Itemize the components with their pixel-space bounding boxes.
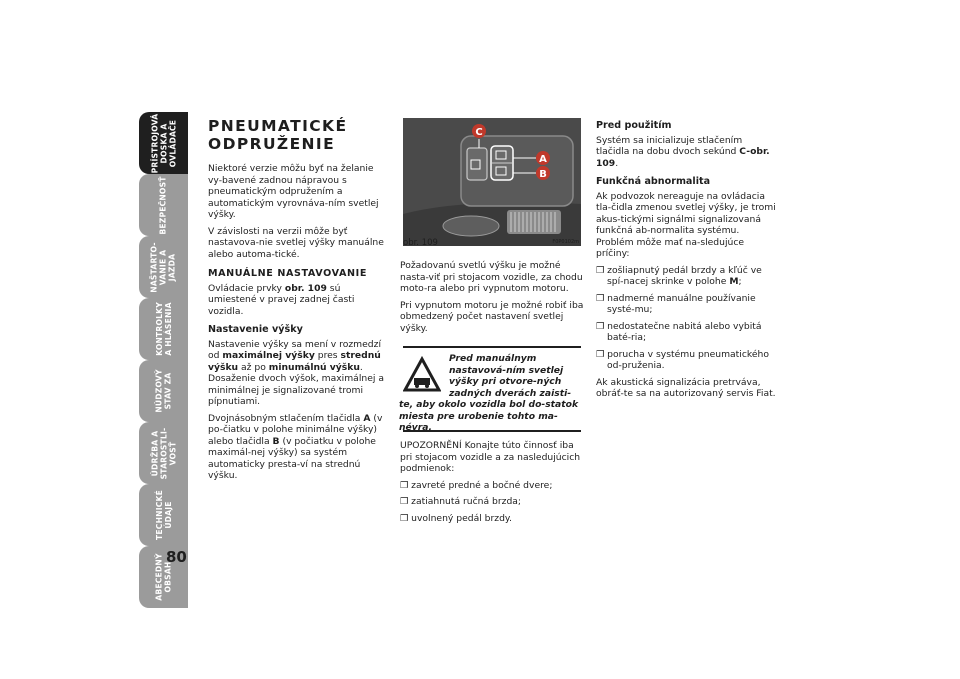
paragraph: Pri vypnutom motoru je možné robiť iba obmedzený počet nastavení svetlej výšky. (400, 299, 584, 334)
list-item: ❒ zatiahnutá ručná brzda; (400, 496, 522, 507)
label-c: C (475, 127, 483, 138)
divider-bottom (403, 430, 581, 432)
list-item: ❒ nedostatečne nabitá alebo vybitá baté-ria; (596, 320, 762, 343)
list-item: ❒ nadmerné manuálne používanie systé-mu; (596, 292, 756, 315)
subheading-pred: Pred použitím (596, 120, 672, 131)
paragraph: Ak akustická signalizácia pretrváva, obráť-te sa na autorizovaný servis Fiat. (596, 376, 776, 399)
list-item: ❒ uvolnený pedál brzdy. (400, 512, 512, 524)
warning-box (399, 353, 584, 434)
tab-label: NÚDZOVÝ STAV ZA (154, 369, 173, 413)
tab-kontrolky[interactable] (139, 298, 190, 360)
tab-bezpecnost[interactable] (139, 174, 190, 236)
paragraph: Dvojnásobným stlačením tlačidla A (v po-čiatku v polohe minimálne výšky) alebo tlačidla B (v počiatku v polohe maximál-nej výšky) sa systém automaticky presta-ví na strednú výšku. (208, 412, 383, 481)
column-right (596, 120, 776, 405)
paragraph: UPOZORNĚNÍ Konajte túto činnosť iba pri stojacom vozidle a za nasledujúcich podmienok: (400, 440, 581, 474)
figure-image (403, 118, 581, 246)
tab-label: ÚDRŽBA A STAROSTLI- VOSŤ (150, 427, 177, 479)
paragraph: V závislosti na verzii môže byť nastavova-nie svetlej výšky manuálne alebo automa-tické. (208, 225, 384, 260)
paragraph: Ovládacie prvky obr. 109 sú umiestené v pravej zadnej časti vozidla. (208, 282, 355, 317)
tab-label: PRÍSTROJOVÁ DOSKA A OVLÁDAČE (150, 113, 177, 173)
figure-number: obr. 109 (403, 238, 438, 248)
warning-icon (403, 356, 441, 394)
paragraph: Požadovanú svetlú výšku je možné nasta-viť pri stojacom vozidle, za chodu moto-ra alebo pri vypnutom motoru. (400, 260, 583, 294)
paragraph: Niektoré verzie môžu byť na želanie vy-bavené zadnou nápravou s pneumatickým odpružením a automatickým vyrovnáva-ním svetlej výšky. (208, 163, 379, 220)
figure-caption (403, 238, 581, 248)
warning-text: Pred manuálnym nastavová-ním svetlej výšky pri otvore-ných zadných dverách zaisti-te, aby okolo vozidla bol do-statok miesta pre urobenie tohto ma-névra. (399, 353, 579, 433)
paragraph: Ak podvozok nereaguje na ovládacia tla-čidla zmenou svetlej výšky, je tromi akus-tickými signálmi signalizovaná funkčná ab-normalita systému. Problém môže mať na-sledujúce príčiny: (596, 190, 776, 259)
label-a: A (539, 154, 547, 165)
paragraph: Systém sa inicializuje stlačením tlačidla na dobu dvoch sekúnd C-obr. 109. (596, 134, 770, 169)
tab-label: TECHNICKÉ ÚDAJE (154, 490, 173, 540)
tab-technicke-udaje[interactable] (139, 484, 190, 546)
tab-label: ABECEDNÝ OBSAH (154, 553, 173, 601)
tab-label: KONTROLKY A HLÁSENIA (154, 302, 173, 356)
tab-nastartovanie[interactable] (139, 236, 190, 298)
column-middle (400, 260, 584, 339)
list-item: ❒ zošliapnutý pedál brzdy a kľúč ve spí-nacej skrinke v polohe M; (596, 264, 762, 287)
subheading-funkcna: Funkčná abnormalita (596, 176, 711, 187)
page-number: 80 (166, 548, 187, 566)
tab-pristrojova-doska[interactable] (139, 112, 190, 174)
column-left (208, 117, 388, 487)
divider-top (403, 346, 581, 348)
subheading-nastavenie: Nastavenie výšky (208, 324, 303, 335)
control-panel-illustration (403, 118, 581, 246)
paragraph: Nastavenie výšky sa mení v rozmedzí od maximálnej výšky pres strednú výšku až po minumálnú výšku. Dosaženie dvoch výšok, maximálnej a minimálnej je signalizované tromi pípnutiami. (208, 338, 384, 407)
list-item: ❒ zavreté predné a bočné dvere; (400, 479, 553, 491)
column-middle-lower (400, 440, 584, 529)
label-b: B (539, 169, 547, 180)
figure-code: F0P0102m (552, 239, 579, 245)
figure-ref: obr. 109 (284, 282, 327, 294)
tab-udrzba[interactable] (139, 422, 190, 484)
tab-label: BEZPEČNOSŤ (159, 175, 168, 235)
subheading-manual: MANUÁLNE NASTAVOVANIE (208, 268, 367, 279)
tab-nudzovy-stav[interactable] (139, 360, 190, 422)
section-title: PNEUMATICKÉ ODPRUŽENIE (208, 117, 348, 153)
list-item: ❒ porucha v systému pneumatického od-pruženia. (596, 348, 769, 371)
tab-label: NAŠTARTO- VANIE A JAZDA (150, 241, 177, 293)
